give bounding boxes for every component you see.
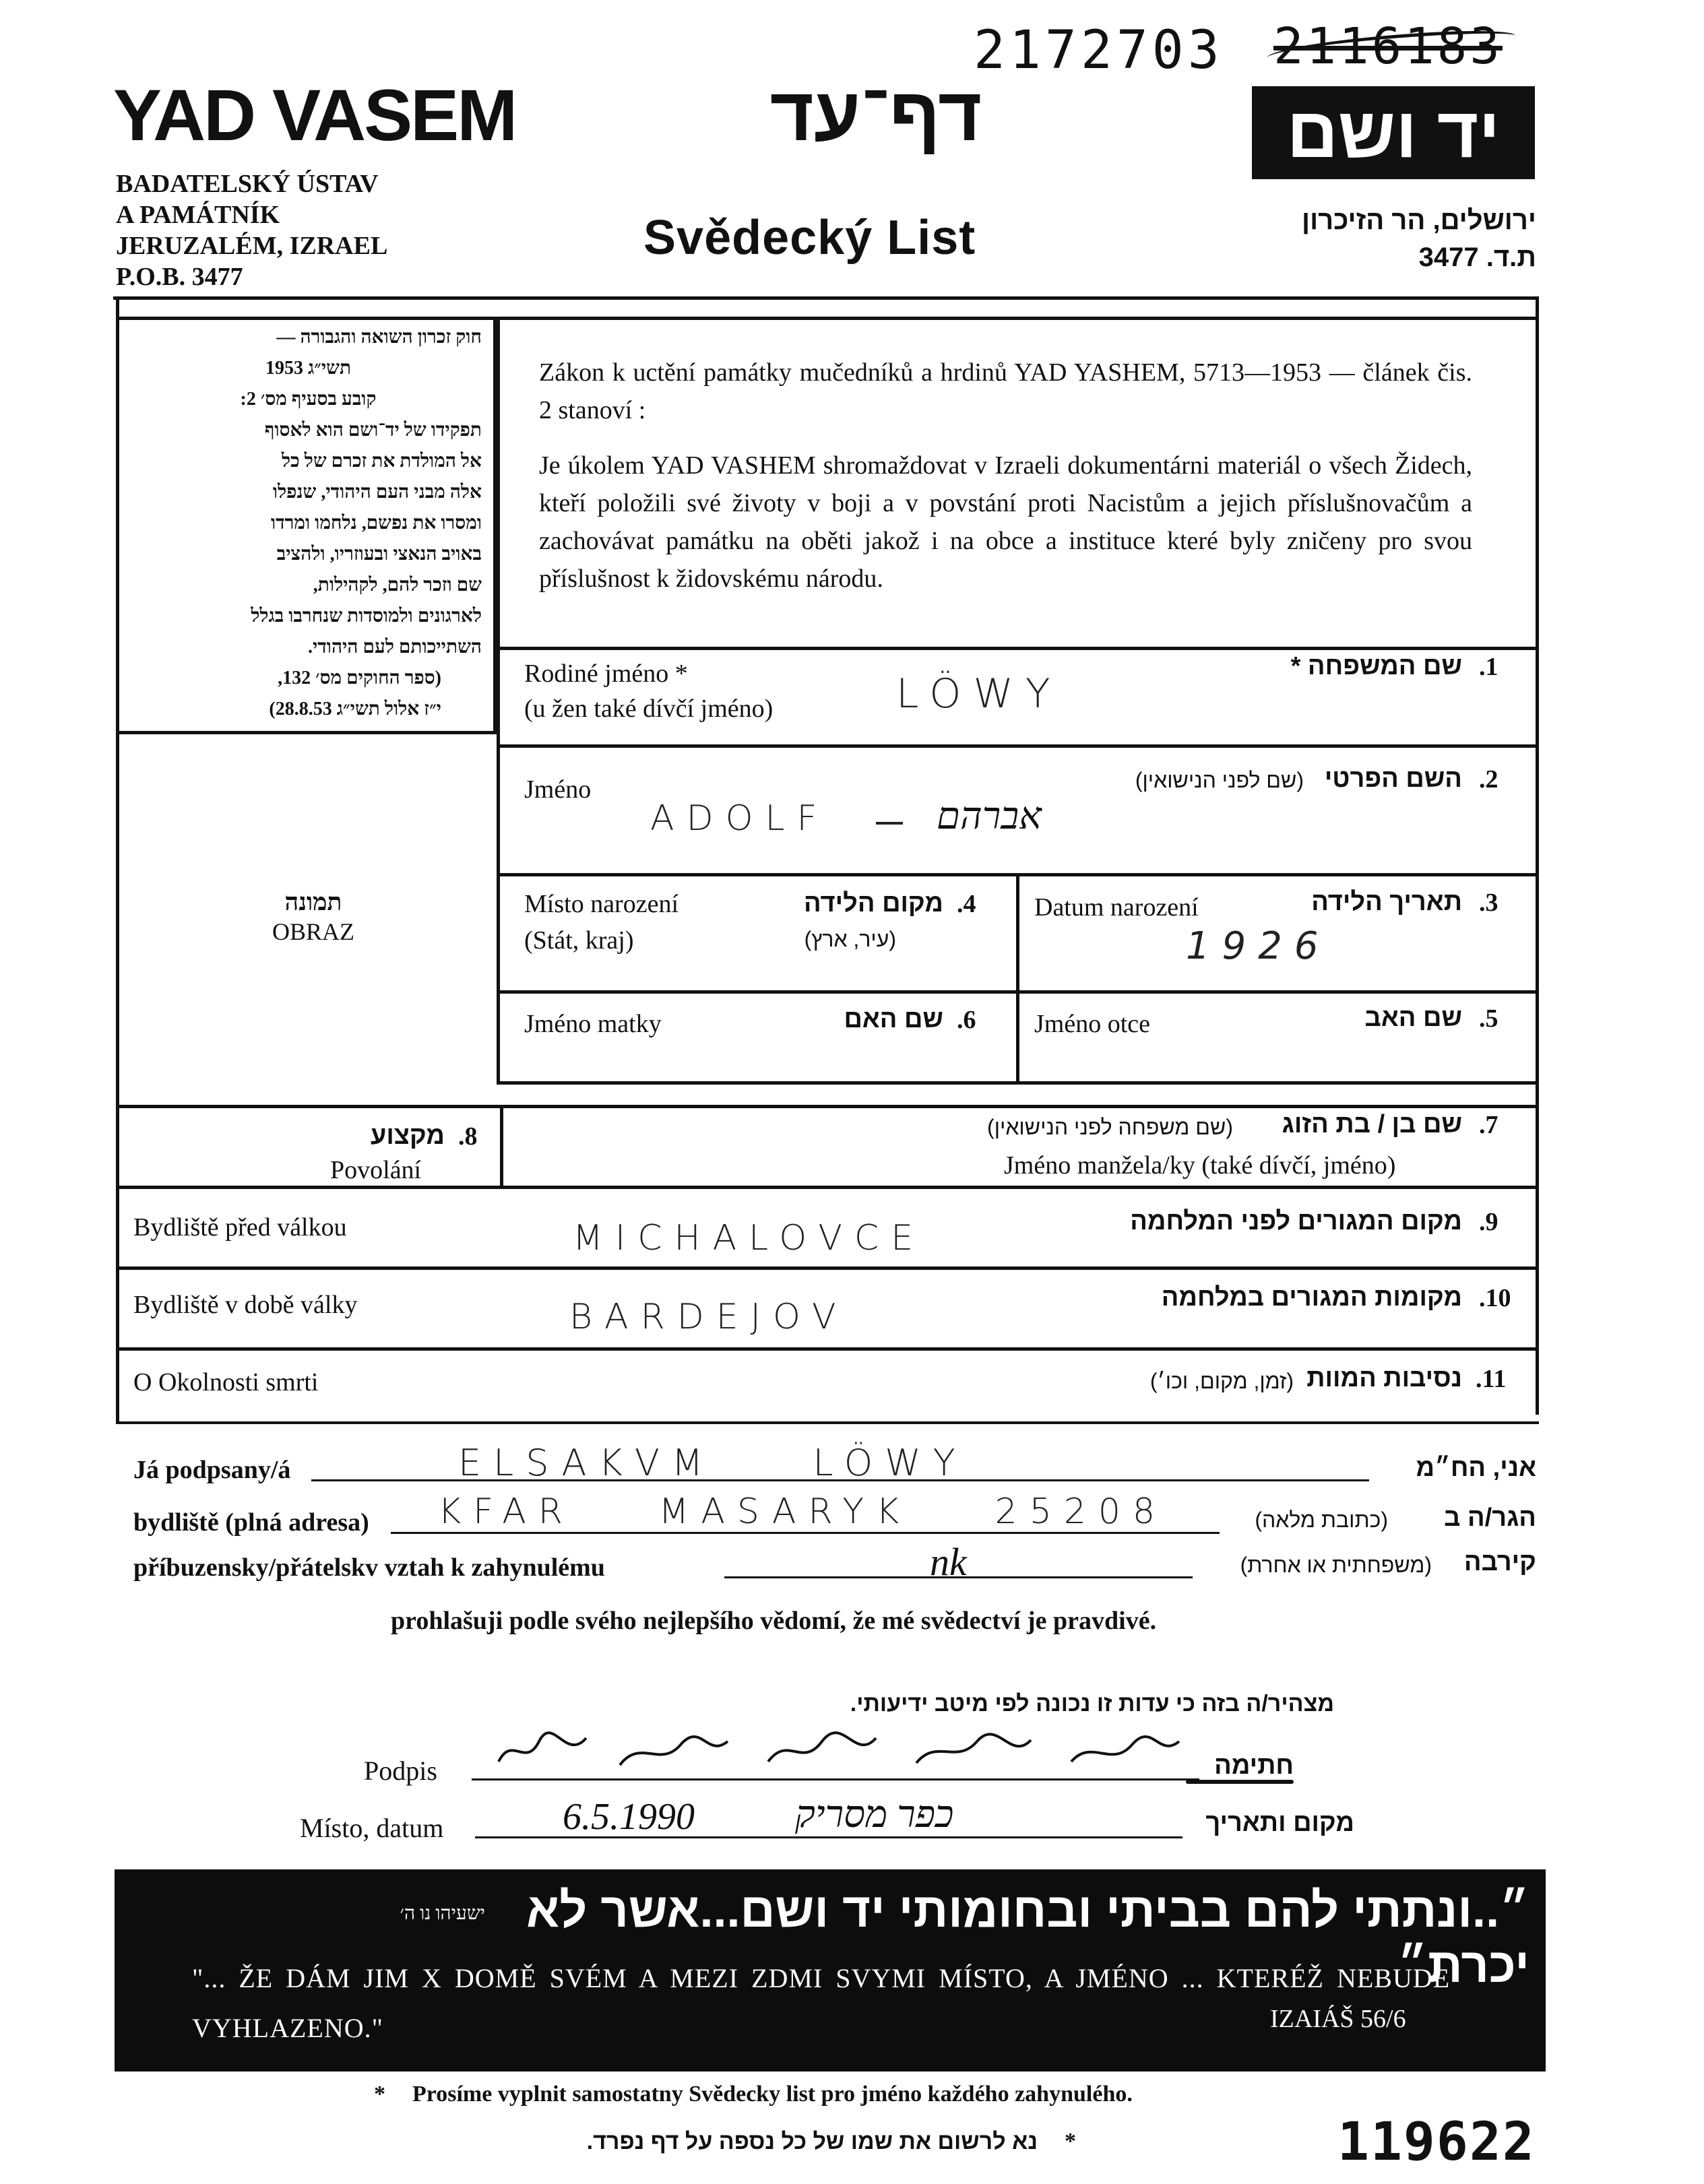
address-value[interactable]: KFAR MASARYK 25208	[438, 1491, 1168, 1532]
address-hebrew: ירושלים, הר הזיכרון	[1302, 205, 1536, 235]
signature-line	[472, 1778, 1199, 1780]
institute-line: P.O.B. 3477	[116, 263, 243, 291]
f1-value[interactable]: LÖWY	[896, 670, 1063, 717]
footer-note-hebrew: נא לרשום את שמו של כל נספה על דף נפרד.	[586, 2129, 1038, 2154]
f5-num: .5	[1479, 1004, 1498, 1033]
f2-hebrew: השם הפרטי	[1324, 765, 1462, 793]
law-hebrew-line: תשי״ג 1953	[265, 358, 352, 379]
f1-label: Rodiné jméno *	[524, 660, 688, 688]
f4-sublabel: (Stát, kraj)	[524, 926, 634, 955]
place-date-hebrew: מקום ותאריך	[1205, 1809, 1354, 1837]
photo-label-hebrew: תמונה	[284, 889, 342, 916]
law-hebrew-line: שם וזכר להם, לקהילות,	[313, 575, 482, 596]
f7-num: .7	[1479, 1111, 1498, 1139]
left-column-rule	[497, 647, 500, 1085]
place-value-hebrew[interactable]: כפר מסריק	[795, 1794, 954, 1836]
f9-value[interactable]: MICHALOVCE	[573, 1218, 926, 1258]
rule-top	[113, 296, 1539, 300]
rule-f10	[116, 1266, 1539, 1270]
declaration-hebrew: מצהיר/ה בזה כי עדות זו נכונה לפי מיטב ידיעותי.	[850, 1691, 1334, 1716]
institute-line: JERUZALÉM, IZRAEL	[116, 232, 388, 260]
footer-star: *	[374, 2082, 385, 2107]
photo-divider	[119, 731, 500, 734]
f2-dash	[876, 822, 903, 825]
f5-hebrew: שם האב	[1364, 1004, 1462, 1032]
law-hebrew-line: אלה מבני העם היהודי, שנפלו	[272, 482, 482, 503]
signature-scribble	[485, 1721, 1193, 1775]
law-hebrew-line: אל המולדת את זכרם של כל	[281, 451, 482, 472]
f2-hebrew-note: (שם לפני הנישואין)	[1135, 768, 1304, 792]
quote-band	[115, 1869, 1546, 2071]
f6-label: Jméno matky	[524, 1010, 662, 1038]
institute-line: BADATELSKÝ ÚSTAV	[116, 170, 379, 198]
f1-num: .1	[1479, 653, 1498, 681]
f7-label: Jméno manžela/ky (také dívčí, jméno)	[1004, 1151, 1396, 1180]
pob-hebrew: ת.ד. 3477	[1418, 243, 1536, 272]
f4-hebrew: מקום הלידה	[804, 889, 943, 918]
f3-value[interactable]: 1926	[1186, 924, 1331, 968]
date-value[interactable]: 6.5.1990	[563, 1796, 695, 1838]
quote-hebrew: ״..ונתתי להם בביתי ובחומותי יד ושם...אשר לא יכרת״	[526, 1884, 1529, 1993]
law-hebrew-text	[135, 322, 482, 725]
law-hebrew-line: לארגונים ולמוסדות שנחרבו בגלל	[251, 606, 482, 627]
quote-source: IZAIÁŠ 56/6	[1270, 2005, 1406, 2033]
f2-num: .2	[1479, 765, 1498, 794]
f11-hebrew-note: (זמן, מקום, וכו׳)	[1149, 1369, 1294, 1393]
place-date-label: Místo, datum	[300, 1813, 444, 1843]
quote-source-hebrew: ישעיהו נו ה׳	[400, 1903, 485, 1924]
institute-block	[116, 168, 387, 292]
f2-value-hebrew[interactable]: אברהם	[937, 796, 1042, 837]
address-label: bydliště (plná adresa)	[133, 1508, 369, 1537]
f11-hebrew: נסיבות המוות	[1306, 1364, 1462, 1392]
mid-column-rule	[1016, 873, 1019, 1085]
f7-hebrew: שם בן / בת הזוג	[1282, 1110, 1462, 1138]
f4-hebrew-note: (עיר, ארץ)	[804, 927, 896, 951]
f3-hebrew: תאריך הלידה	[1311, 888, 1462, 916]
doc-number: 119622	[1337, 2112, 1536, 2173]
law-hebrew-line: (ספר החוקים מס׳ 132,	[278, 668, 441, 688]
f9-num: .9	[1479, 1208, 1498, 1236]
f3-num: .3	[1479, 889, 1498, 917]
law-hebrew-line: י״ז אלול תשי״ג 28.8.53)	[269, 699, 441, 719]
address-line	[391, 1532, 1220, 1534]
f10-value[interactable]: BARDEJOV	[569, 1297, 848, 1337]
photo-label: OBRAZ	[272, 918, 354, 945]
f7-hebrew-note: (שם משפחה לפני הנישואין)	[987, 1115, 1233, 1139]
f6-num: .6	[957, 1006, 976, 1034]
f4-label: Místo narození	[524, 890, 679, 918]
f6-hebrew: שם האם	[844, 1005, 943, 1033]
signed-label: Já podpsany/á	[133, 1456, 291, 1484]
relation-hebrew-note: (משפחתית או אחרת)	[1240, 1553, 1432, 1577]
f1-hebrew: שם המשפחה *	[1290, 652, 1462, 680]
rule-f9	[116, 1186, 1539, 1189]
f8-column-rule	[500, 1105, 503, 1189]
law-czech-text	[539, 354, 1472, 598]
f9-hebrew: מקום המגורים לפני המלחמה	[1130, 1207, 1462, 1235]
address-hebrew-note: (כתובת מלאה)	[1255, 1508, 1388, 1532]
f8-hebrew: מקצוע	[370, 1122, 445, 1150]
stamp-number-crossed: 2116183	[1273, 18, 1503, 75]
law-czech-paragraph-1: Zákon k uctění památky mučedníků a hrdinů YAD YASHEM, 5713—1953 — článek čis. 2 stanoví :	[539, 358, 1472, 424]
relation-label: příbuzensky/přátelskv vztah k zahynulému	[133, 1553, 605, 1582]
law-hebrew-line: קובע בסעיף מס׳ 2:	[240, 389, 377, 410]
signature-hebrew: חתימה	[1214, 1752, 1294, 1780]
rule-f11	[116, 1347, 1539, 1351]
law-hebrew-line: חוק זכרון השואה והגבורה —	[276, 327, 482, 348]
signature-underline-mark	[1186, 1780, 1294, 1784]
relation-hebrew: קירבה	[1463, 1548, 1536, 1576]
stamp-number: 2172703	[974, 20, 1224, 81]
logo-hebrew: יד ושם	[1286, 93, 1501, 172]
rule-declarant	[116, 1421, 1539, 1424]
law-hebrew-line: השתייכותם לעם היהודי.	[307, 637, 482, 657]
f1-sublabel: (u žen také dívčí jméno)	[524, 695, 774, 723]
signature-graphic	[485, 1721, 1193, 1775]
quote-czech: "... ŽE DÁM JIM X DOMĚ SVÉM A MEZI ZDMI SVYMI MÍSTO, A JMÉNO ... KTERÉŽ NEBUDE VYHLAZENO."	[192, 1963, 1451, 2043]
f10-hebrew: מקומות המגורים במלחמה	[1161, 1283, 1462, 1312]
law-hebrew-line: באויב הנאצי ובעוזריו, ולהציב	[276, 544, 482, 565]
law-hebrew-line: תפקידו של יד־ושם הוא לאסוף	[264, 420, 482, 441]
f3-label: Datum narození	[1034, 893, 1199, 922]
institute-line: A PAMÁTNÍK	[116, 201, 280, 229]
org-name: YAD VASEM	[113, 74, 516, 156]
title-hebrew: דף־עד	[769, 72, 982, 156]
declaration: prohlašuji podle svého nejlepšího vědomí, že mé svědectví je pravdivé.	[391, 1607, 1157, 1635]
rule-f1	[497, 647, 1539, 650]
f5-label: Jméno otce	[1034, 1010, 1151, 1038]
f11-label: O Okolnosti smrti	[133, 1368, 319, 1396]
address-hebrew: הגר/ה ב	[1444, 1504, 1536, 1532]
law-hebrew-line: ומסרו את נפשם, נלחמו ומרדו	[271, 513, 482, 534]
f11-num: .11	[1476, 1365, 1507, 1393]
footer-star-hebrew: *	[1065, 2129, 1076, 2154]
signature-label: Podpis	[364, 1756, 437, 1786]
f10-num: .10	[1479, 1284, 1511, 1312]
page-title: Svědecký List	[643, 211, 976, 265]
f8-label: Povolání	[330, 1156, 422, 1184]
f2-label: Jméno	[524, 775, 592, 804]
footer-note: Prosíme vyplnit samostatny Svědecky list pro jméno každého zahynulého.	[412, 2082, 1133, 2107]
rule-f2	[497, 744, 1539, 748]
relation-value[interactable]: nk	[930, 1540, 967, 1584]
rule-f7	[116, 1105, 1539, 1108]
law-czech-paragraph-2: Je úkolem YAD VASHEM shromaždovat v Izraeli dokumentárni materiál o všech Židech, kteří položili své životy v boji a v povstání proti Nacistům a jejich příslušnovačům a zachovávat památku na oběti jakož i na obce a instituce které byly zničeny pro svou příslušnost k židovskému národu.	[539, 451, 1472, 593]
signed-hebrew: אני, הח״מ	[1416, 1454, 1536, 1482]
f8-num: .8	[458, 1122, 478, 1151]
f2-value[interactable]: ADOLF	[650, 798, 829, 839]
f10-label: Bydliště v době války	[133, 1291, 358, 1319]
logo-box	[1252, 86, 1535, 179]
f9-label: Bydliště před válkou	[133, 1213, 347, 1242]
signed-value[interactable]: ELSAKVM LÖWY	[458, 1442, 968, 1484]
f4-num: .4	[957, 890, 976, 918]
